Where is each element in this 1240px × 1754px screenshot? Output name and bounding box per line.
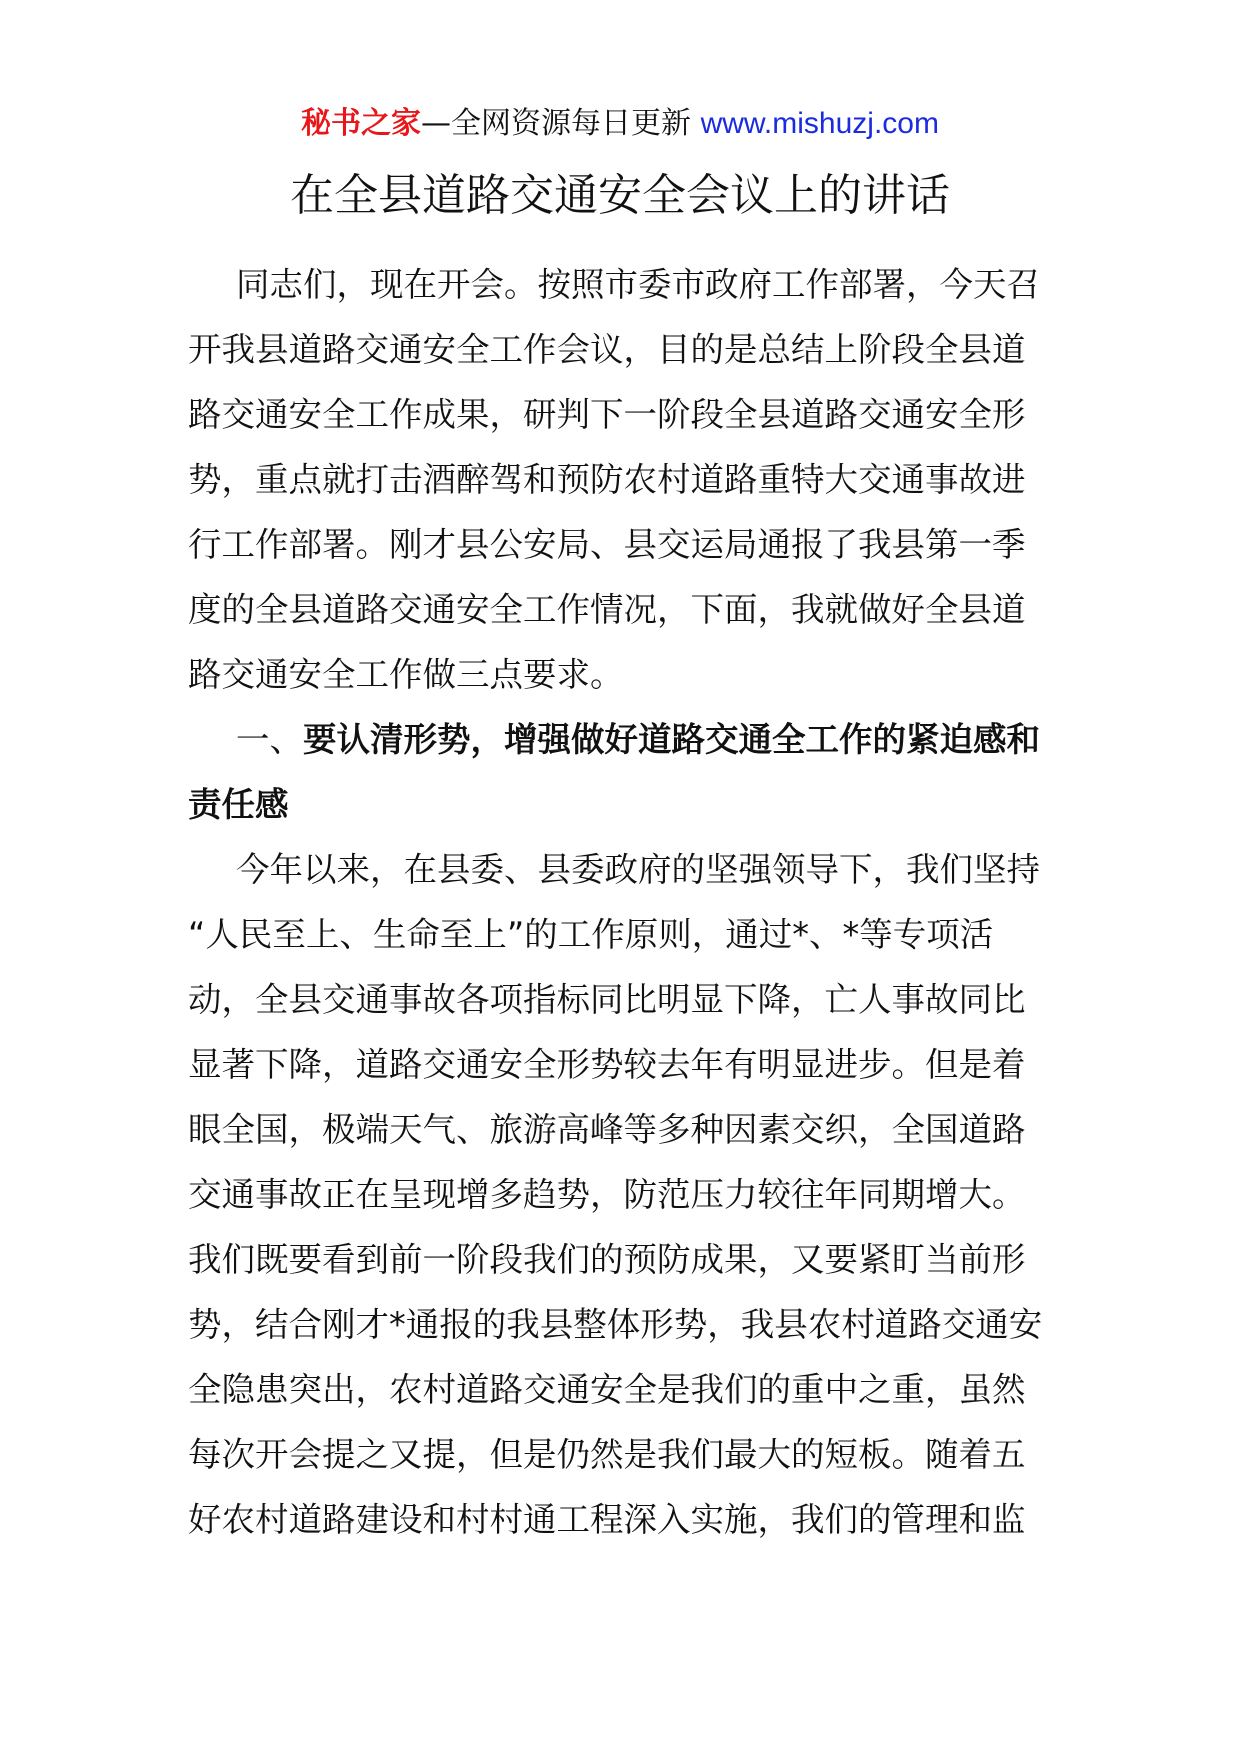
text-line: 路交通安全工作成果，研判下一阶段全县道路交通安全形	[188, 395, 1026, 434]
text-line: 今年以来，在县委、县委政府的坚强领导下，我们坚持	[236, 850, 1040, 889]
text-line: 我们既要看到前一阶段我们的预防成果，又要紧盯当前形	[188, 1240, 1026, 1279]
paragraph-intro	[188, 252, 1054, 707]
section-heading-1	[188, 707, 1054, 837]
text-line: 势，重点就打击酒醉驾和预防农村道路重特大交通事故进	[188, 460, 1026, 499]
text-line: 全隐患突出，农村道路交通安全是我们的重中之重，虽然	[188, 1370, 1026, 1409]
heading-text: 要认清形势，增强做好道路交通全工作的紧迫感和	[303, 720, 1040, 759]
text-line: 同志们，现在开会。按照市委市政府工作部署，今天召	[236, 265, 1040, 304]
text-line: 行工作部署。刚才县公安局、县交运局通报了我县第一季	[188, 525, 1026, 564]
document-body	[188, 252, 1054, 1552]
text-line: 路交通安全工作做三点要求。	[188, 655, 624, 694]
text-line: 每次开会提之又提，但是仍然是我们最大的短板。随着五	[188, 1435, 1026, 1474]
text-line: 度的全县道路交通安全工作情况，下面，我就做好全县道	[188, 590, 1026, 629]
brand-name: 秘书之家	[301, 106, 422, 141]
site-url-link[interactable]: www.mishuzj.com	[700, 107, 939, 140]
paragraph-situation	[188, 837, 1054, 1552]
document-title: 在全县道路交通安全会议上的讲话	[290, 170, 950, 221]
text-line: 交通事故正在呈现增多趋势，防范压力较往年同期增大。	[188, 1175, 1026, 1214]
text-line: 好农村道路建设和村村通工程深入实施，我们的管理和监	[188, 1500, 1026, 1539]
heading-line: 责任感	[188, 785, 289, 824]
text-line: 开我县道路交通安全工作会议，目的是总结上阶段全县道	[188, 330, 1026, 369]
heading-number: 一、	[236, 720, 303, 759]
text-line: 眼全国，极端天气、旅游高峰等多种因素交织，全国道路	[188, 1110, 1026, 1149]
heading-line	[188, 707, 1054, 772]
text-line: 显著下降，道路交通安全形势较去年有明显进步。但是着	[188, 1045, 1026, 1084]
text-line: 势，结合刚才*通报的我县整体形势，我县农村道路交通安	[188, 1305, 1043, 1344]
site-header	[0, 100, 1240, 148]
header-slogan: —全网资源每日更新	[421, 106, 701, 141]
text-line: “人民至上、生命至上”的工作原则，通过*、*等专项活	[188, 915, 994, 954]
text-line: 动，全县交通事故各项指标同比明显下降，亡人事故同比	[188, 980, 1026, 1019]
